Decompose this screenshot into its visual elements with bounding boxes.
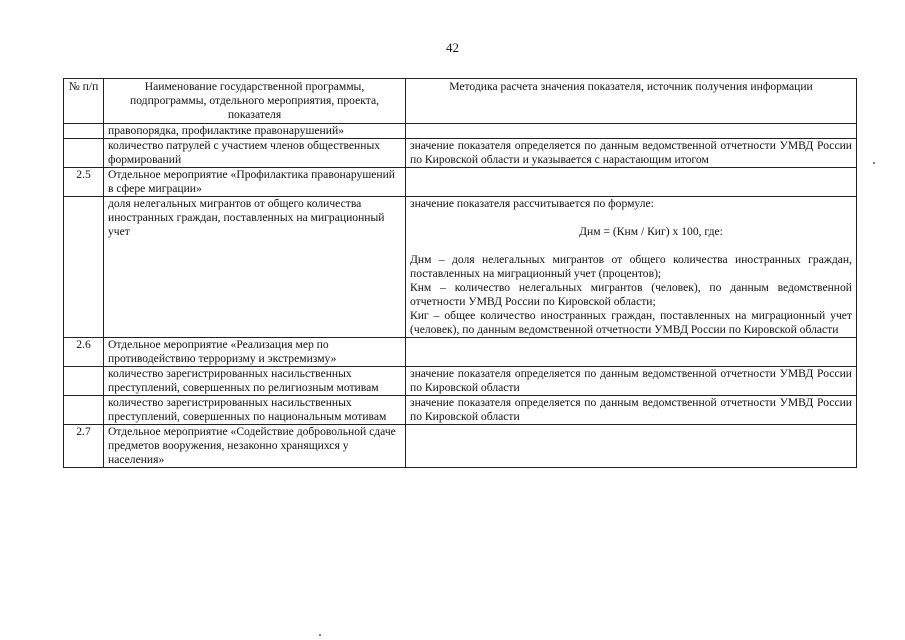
formula-definition: Кнм – количество нелегальных мигрантов (человек), по данным ведомственной отчетности УМВД России по Кировской области; (410, 281, 852, 308)
row-num (64, 396, 104, 425)
row-name: Отдельное мероприятие «Реализация мер по противодействию терроризму и экстремизму» (104, 338, 406, 367)
row-method: значение показателя определяется по данным ведомственной отчетности УМВД России по Кировской области (406, 396, 857, 425)
table-row (64, 124, 857, 139)
row-method: значение показателя определяется по данным ведомственной отчетности УМВД России по Кировской области (406, 367, 857, 396)
table-row (64, 367, 857, 396)
table-row (64, 338, 857, 367)
scan-speck (873, 162, 875, 164)
row-num (64, 197, 104, 338)
row-num (64, 367, 104, 396)
row-name: Отдельное мероприятие «Содействие добровольной сдаче предметов вооружения, незаконно хранящихся у населения» (104, 425, 406, 468)
row-num (64, 124, 104, 139)
table-row (64, 425, 857, 468)
table-row (64, 168, 857, 197)
row-num: 2.5 (64, 168, 104, 197)
row-method: значение показателя определяется по данным ведомственной отчетности УМВД России по Кировской области и указывается с нарастающим итогом (406, 139, 857, 168)
row-method (406, 425, 857, 468)
table-header-row (64, 79, 857, 124)
row-name: доля нелегальных мигрантов от общего количества иностранных граждан, поставленных на миграционный учет (104, 197, 406, 338)
row-name: правопорядка, профилактике правонарушений» (104, 124, 406, 139)
row-name: количество патрулей с участием членов общественных формирований (104, 139, 406, 168)
row-name: количество зарегистрированных насильственных преступлений, совершенных по религиозным мотивам (104, 367, 406, 396)
formula-intro: значение показателя рассчитывается по формуле: (410, 197, 654, 210)
row-name: Отдельное мероприятие «Профилактика правонарушений в сфере миграции» (104, 168, 406, 197)
formula: Днм = (Кнм / Киг) х 100, где: (579, 225, 723, 238)
table-row (64, 197, 857, 338)
formula-definition: Днм – доля нелегальных мигрантов от общего количества иностранных граждан, поставленных на миграционный учет (процентов); (410, 253, 852, 280)
row-method (406, 338, 857, 367)
indicator-methodology-table (63, 78, 857, 468)
row-method (406, 124, 857, 139)
table-row (64, 396, 857, 425)
scan-speck (319, 634, 321, 636)
row-method-formula-cell (406, 197, 857, 338)
row-name: количество зарегистрированных насильственных преступлений, совершенных по национальным мотивам (104, 396, 406, 425)
row-method (406, 168, 857, 197)
table-row (64, 139, 857, 168)
row-num: 2.7 (64, 425, 104, 468)
row-num (64, 139, 104, 168)
header-num: № п/п (64, 79, 104, 124)
header-name: Наименование государственной программы, подпрограммы, отдельного мероприятия, проекта, показателя (104, 79, 406, 124)
page-number: 42 (446, 40, 459, 55)
formula-definition: Киг – общее количество иностранных граждан, поставленных на миграционный учет (человек), по данным ведомственной отчетности УМВД России по Кировской области (410, 309, 852, 336)
row-num: 2.6 (64, 338, 104, 367)
header-method: Методика расчета значения показателя, источник получения информации (406, 79, 857, 124)
